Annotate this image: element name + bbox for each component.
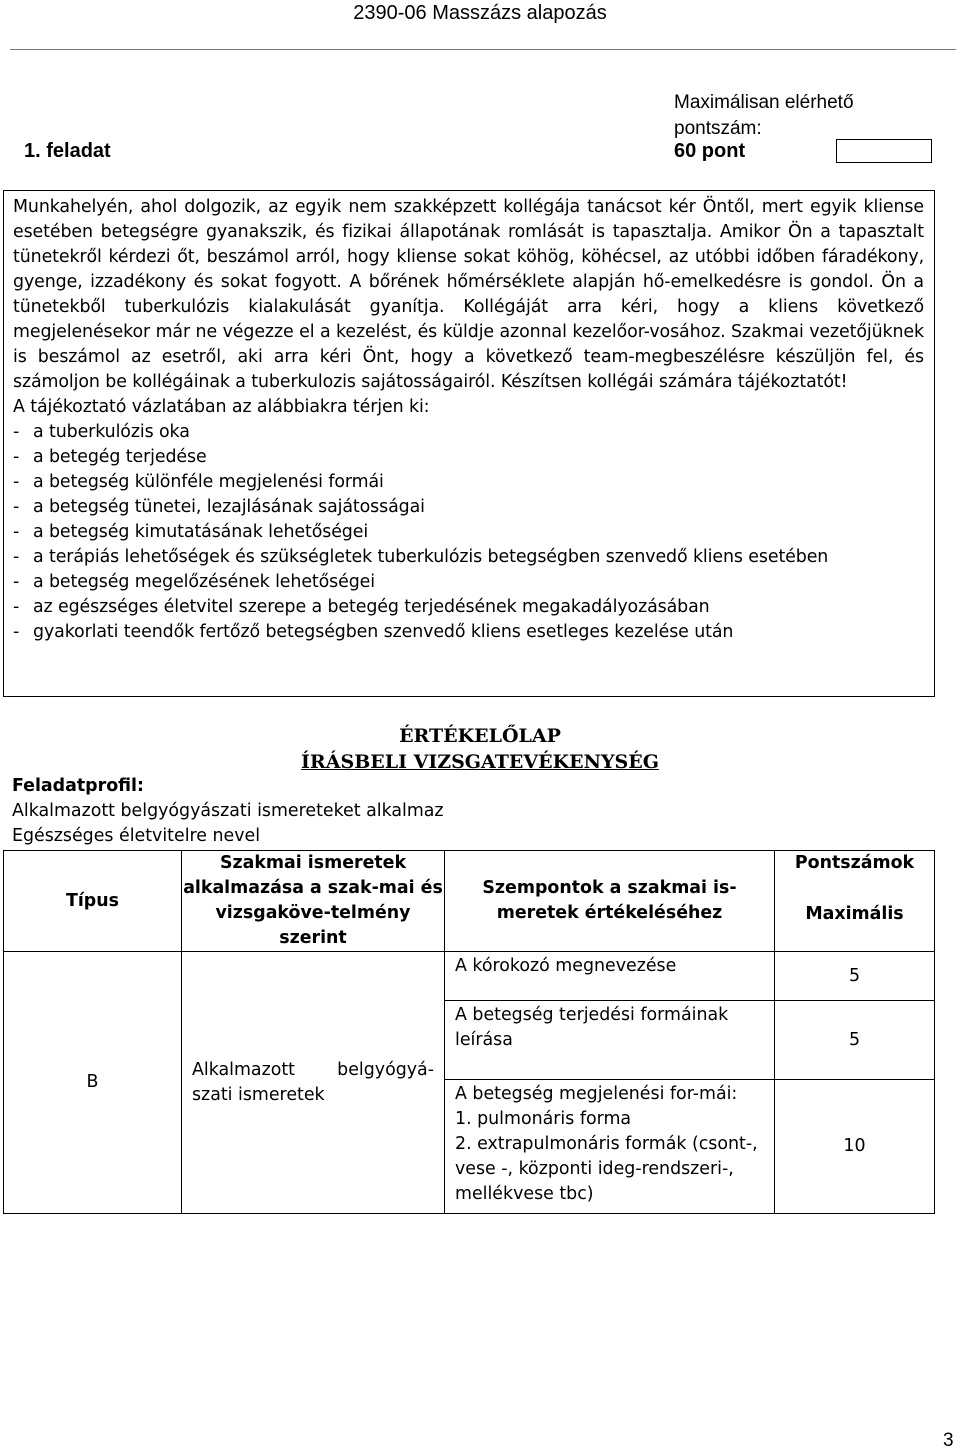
bullet-dash: - bbox=[13, 447, 20, 467]
bullet-dash: - bbox=[13, 472, 20, 492]
task-profile bbox=[12, 774, 444, 849]
evaluation-title: ÉRTÉKELŐLAP bbox=[399, 725, 561, 747]
bullet-text: a tuberkulózis oka bbox=[33, 422, 190, 442]
header-max-label: Maximális bbox=[805, 904, 904, 924]
bullet-item bbox=[13, 420, 924, 445]
bullet-item bbox=[13, 570, 924, 595]
bullet-item bbox=[13, 545, 924, 570]
header-points bbox=[775, 851, 935, 952]
bullet-dash: - bbox=[13, 422, 20, 442]
criterion-cell bbox=[445, 1080, 775, 1214]
bullet-item bbox=[13, 595, 924, 620]
evaluation-subtitle: ÍRÁSBELI VIZSGATEVÉKENYSÉG bbox=[301, 751, 659, 773]
page-number: 3 bbox=[943, 1430, 954, 1451]
task-label: 1. feladat bbox=[24, 140, 111, 162]
bullet-item bbox=[13, 620, 924, 645]
table-header-row bbox=[4, 851, 935, 952]
table-row bbox=[4, 952, 935, 1001]
bullet-item bbox=[13, 470, 924, 495]
points-cell: 5 bbox=[775, 1001, 935, 1080]
bullet-item bbox=[13, 520, 924, 545]
criterion-cell: A kórokozó megnevezése bbox=[445, 952, 775, 1001]
task-intro: A tájékoztató vázlatában az alábbiakra térjen ki: bbox=[13, 397, 430, 417]
task-paragraph: Munkahelyén, ahol dolgozik, az egyik nem szakképzett kollégája tanácsot kér Öntől, mert egyik kliense esetében betegségre gyanakszik, és fizikai állapotának romlását is tapasztalja. Amikor Ön a tapasztalt tünetekről kérdezi őt, beszámol arról, hogy kliense sokat köhög, köhécsel, az utóbbi időben fáradékony, gyenge, izzadékony és sokat fogyott. A bőrének hőmérséklete alapján hő-emelkedésre is gondol. Ön a tünetekből tuberkulózis kialakulását gyanítja. Kollégáját arra kéri, hogy a kliens következő megjelenésekor már ne végezze el a kezelést, és küldje azonnal kezelőor-vosához. Szakmai vezetőjüknek is beszámol az esetről, aki arra kéri Önt, hogy a következő team-megbeszélésre készüljön fel, és számoljon be kollégáinak a tuberkulozis sajátosságairól. Készítsen kollégái számára tájékoztatót! bbox=[13, 197, 924, 392]
points-value: 60 pont bbox=[674, 140, 746, 162]
criterion-text: A betegség megjelenési for-mái: bbox=[455, 1084, 738, 1104]
knowledge-area-cell: Alkalmazott belgyógyá-szati ismeretek bbox=[182, 952, 445, 1214]
header-type: Típus bbox=[4, 851, 182, 952]
bullet-item bbox=[13, 495, 924, 520]
bullet-text: a terápiás lehetőségek és szükségletek tuberkulózis betegségben szenvedő kliens esetében bbox=[33, 547, 829, 567]
score-input-box[interactable] bbox=[836, 139, 932, 163]
bullet-text: a betegség tünetei, lezajlásának sajátosságai bbox=[33, 497, 425, 517]
bullet-text: a betegség különféle megjelenési formái bbox=[33, 472, 384, 492]
profile-line: Egészséges életvitelre nevel bbox=[12, 826, 261, 846]
task-bullet-list bbox=[13, 420, 924, 645]
header-criteria: Szempontok a szakmai is-meretek értékeléséhez bbox=[445, 851, 775, 952]
evaluation-table bbox=[3, 850, 935, 1214]
criterion-sub-item: 1. pulmonáris forma bbox=[455, 1109, 632, 1129]
bullet-item bbox=[13, 445, 924, 470]
criterion-cell: A betegség terjedési formáinak leírása bbox=[445, 1001, 775, 1080]
bullet-text: gyakorlati teendők fertőző betegségben szenvedő kliens esetleges kezelése után bbox=[33, 622, 734, 642]
profile-title: Feladatprofil: bbox=[12, 776, 144, 796]
max-points-label: Maximálisan elérhető pontszám: bbox=[674, 92, 854, 139]
points-cell: 5 bbox=[775, 952, 935, 1001]
bullet-dash: - bbox=[13, 597, 20, 617]
bullet-text: a betegség kimutatásának lehetőségei bbox=[33, 522, 369, 542]
bullet-text: a betegség megelőzésének lehetőségei bbox=[33, 572, 376, 592]
bullet-text: a betegég terjedése bbox=[33, 447, 207, 467]
bullet-text: az egészséges életvitel szerepe a betegég terjedésének megakadályozásában bbox=[33, 597, 710, 617]
bullet-dash: - bbox=[13, 522, 20, 542]
header-knowledge: Szakmai ismeretek alkalmazása a szak-mai és vizsgaköve-telmény szerint bbox=[182, 851, 445, 952]
points-cell: 10 bbox=[775, 1080, 935, 1214]
header-divider bbox=[10, 49, 956, 50]
profile-line: Alkalmazott belgyógyászati ismereteket alkalmaz bbox=[12, 801, 444, 821]
header-points-label: Pontszámok bbox=[794, 853, 915, 873]
bullet-dash: - bbox=[13, 547, 20, 567]
bullet-dash: - bbox=[13, 622, 20, 642]
bullet-dash: - bbox=[13, 497, 20, 517]
type-cell: B bbox=[4, 952, 182, 1214]
page-header-title: 2390-06 Masszázs alapozás bbox=[353, 2, 607, 24]
bullet-dash: - bbox=[13, 572, 20, 592]
task-description-box bbox=[3, 190, 935, 697]
criterion-sub-item: 2. extrapulmonáris formák (csont-, vese -, központi ideg-rendszeri-, mellékvese tbc) bbox=[455, 1134, 758, 1204]
